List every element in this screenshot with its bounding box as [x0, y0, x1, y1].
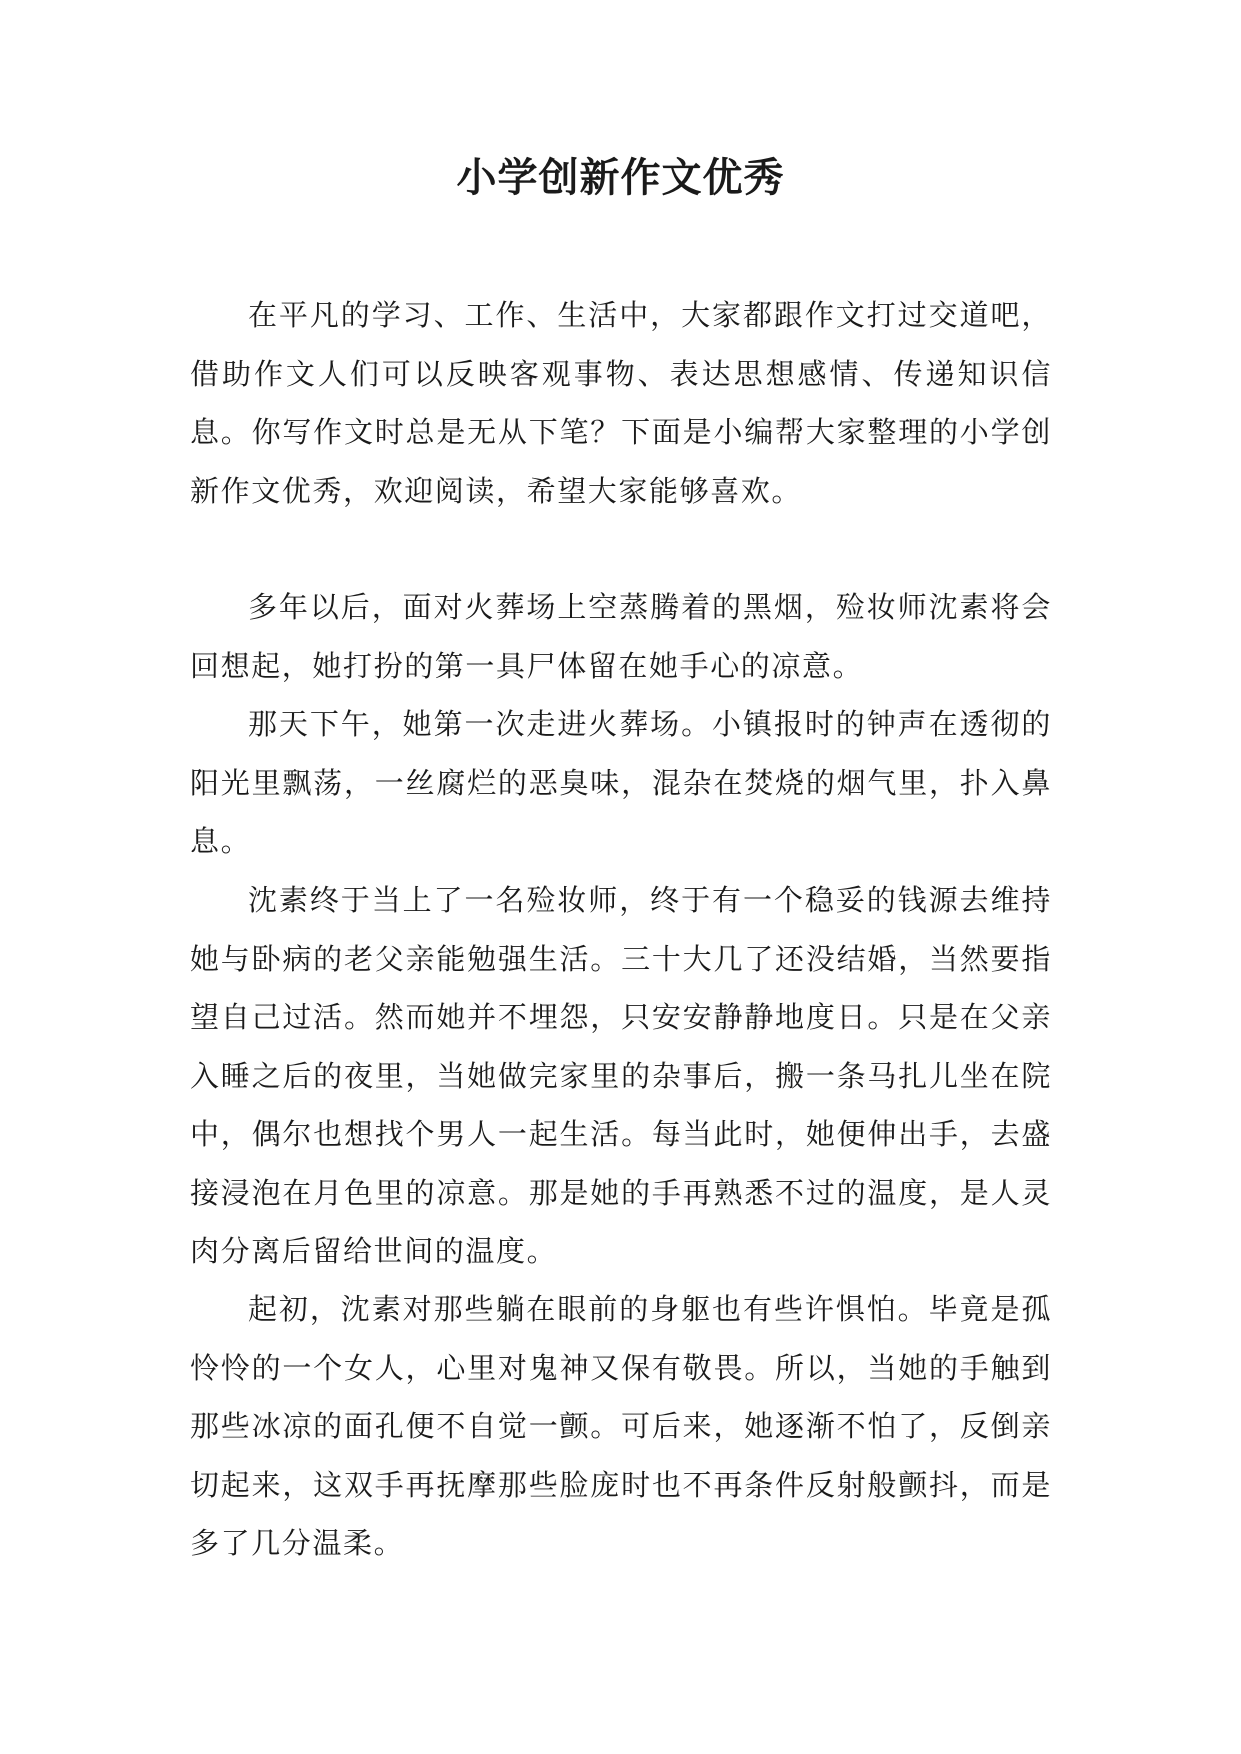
body-paragraph: 那天下午，她第一次走进火葬场。小镇报时的钟声在透彻的阳光里飘荡，一丝腐烂的恶臭味，混杂在焚烧的烟气里，扑入鼻息。: [190, 707, 1052, 858]
intro-paragraph: 在平凡的学习、工作、生活中，大家都跟作文打过交道吧，借助作文人们可以反映客观事物、表达思想感情、传递知识信息。你写作文时总是无从下笔？下面是小编帮大家整理的小学创新作文优秀，欢迎阅读，希望大家能够喜欢。: [190, 298, 1052, 508]
document-title: 小学创新作文优秀: [456, 155, 785, 201]
body-paragraph: 沈素终于当上了一名殓妆师，终于有一个稳妥的钱源去维持她与卧病的老父亲能勉强生活。三十大几了还没结婚，当然要指望自己过活。然而她并不埋怨，只安安静静地度日。只是在父亲入睡之后的夜里，当她做完家里的杂事后，搬一条马扎儿坐在院中，偶尔也想找个男人一起生活。每当此时，她便伸出手，去盛接浸泡在月色里的凉意。那是她的手再熟悉不过的温度，是人灵肉分离后留给世间的温度。: [190, 883, 1052, 1268]
body-paragraph: 多年以后，面对火葬场上空蒸腾着的黑烟，殓妆师沈素将会回想起，她打扮的第一具尸体留在她手心的凉意。: [190, 590, 1052, 683]
body-paragraph: 起初，沈素对那些躺在眼前的身躯也有些许惧怕。毕竟是孤怜怜的一个女人，心里对鬼神又保有敬畏。所以，当她的手触到那些冰凉的面孔便不自觉一颤。可后来，她逐渐不怕了，反倒亲切起来，这双手再抚摩那些脸庞时也不再条件反射般颤抖，而是多了几分温柔。: [190, 1292, 1052, 1560]
